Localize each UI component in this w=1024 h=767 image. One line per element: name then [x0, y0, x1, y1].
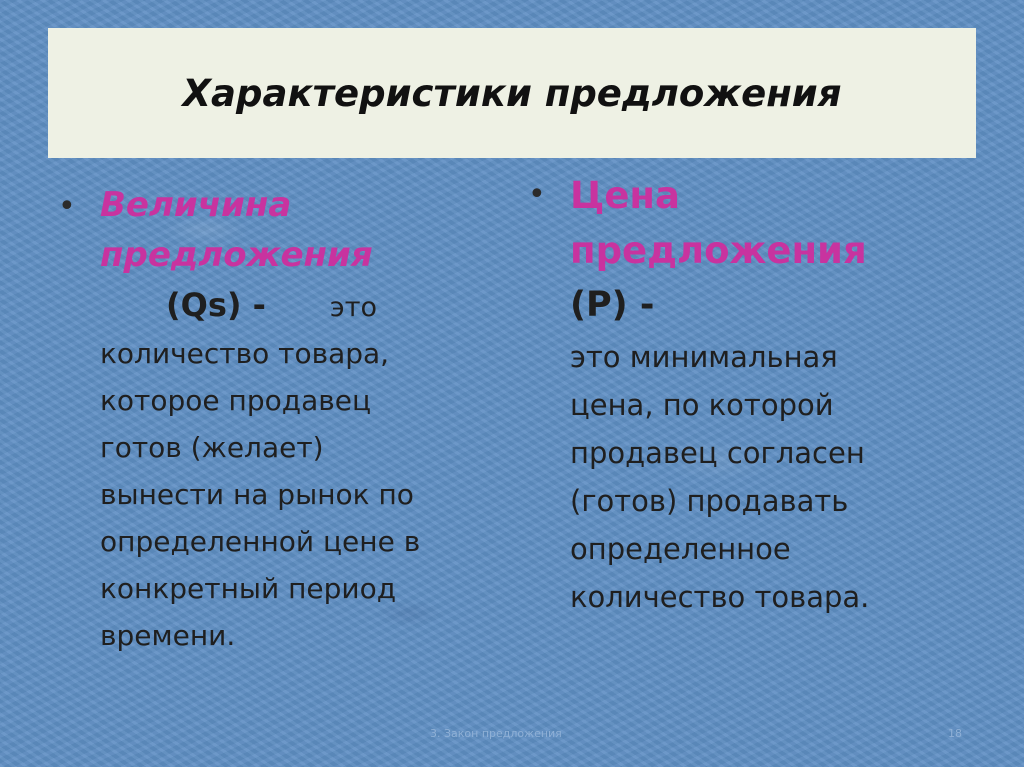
left-eto: это: [329, 292, 377, 323]
left-column: [58, 180, 488, 659]
left-desc-line: готов (желает): [100, 431, 324, 464]
right-desc-line: цена, по которой: [570, 388, 834, 422]
right-desc-line: количество товара.: [570, 580, 870, 614]
page-number: 18: [948, 727, 962, 740]
right-column: [528, 168, 968, 621]
right-desc-line: (готов) продавать: [570, 484, 849, 518]
right-desc-line: определенное: [570, 532, 791, 566]
bullet-icon: •: [528, 177, 546, 212]
left-desc-line: определенной цене в: [100, 525, 421, 558]
left-term-line2: предложения: [100, 235, 373, 275]
right-term-line2: предложения: [570, 229, 867, 272]
slide-title: Характеристики предложения: [182, 71, 842, 115]
footer-text: 3. Закон предложения: [430, 727, 562, 740]
left-symbol: (Qs) -: [166, 286, 266, 324]
right-desc-line: продавец согласен: [570, 436, 865, 470]
right-desc-line: это минимальная: [570, 340, 838, 374]
title-box: [48, 28, 976, 158]
left-desc-line: которое продавец: [100, 384, 372, 417]
left-desc-line: количество товара,: [100, 337, 390, 370]
right-symbol: (Р) -: [570, 285, 655, 325]
left-desc-line: времени.: [100, 619, 236, 652]
left-desc-line: конкретный период: [100, 572, 397, 605]
left-desc-line: вынести на рынок по: [100, 478, 414, 511]
bullet-icon: •: [58, 189, 76, 224]
left-symbol-row: [58, 280, 488, 330]
right-term-line1: Цена: [570, 174, 680, 217]
left-term-line1: Величина: [100, 185, 292, 225]
